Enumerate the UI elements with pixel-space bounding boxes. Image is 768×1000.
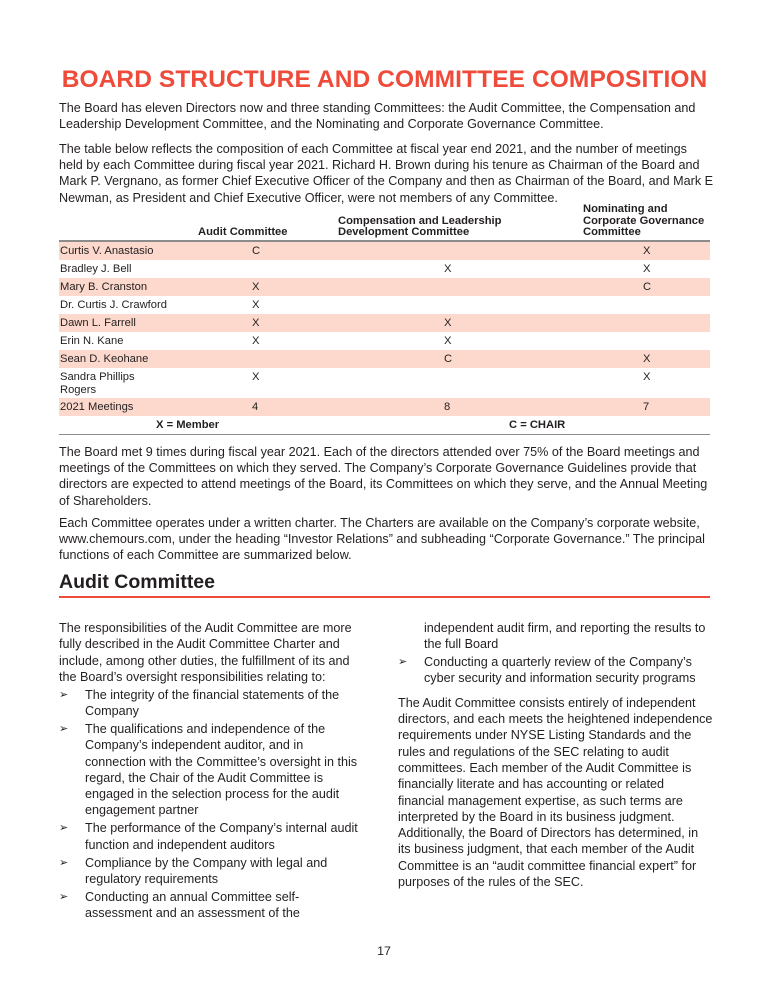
header-nominating-line1: Nominating and — [583, 203, 668, 216]
list-item — [59, 721, 359, 819]
table-row — [59, 296, 710, 314]
legend-chair: C = CHAIR — [509, 419, 566, 431]
arrow-bullet-icon: ➢ — [59, 822, 69, 835]
intro-paragraph-2: The table below reflects the composition of each Committee at fiscal year end 2021, and the number of meetings held by each Committee during fiscal year 2021. Richard H. Brown during his tenure as Chairman of the Board and Mark P. Vergnano, as former Chief Executive Officer of the Company and then as Chairman of the Board, and Mark E Newman, as President and Chief Executive Officer, were not members of any Committee. — [59, 142, 714, 205]
comp-cell: X — [444, 263, 452, 275]
audit-cell: X — [252, 317, 260, 329]
nom-cell: X — [643, 245, 651, 257]
charters-paragraph: Each Committee operates under a written charter. The Charters are available on the Company’s corporate website, www.chemours.com, under the heading “Investor Relations” and subheading “Corporate Governance.” The principal functions of each Committee are summarized below. — [59, 516, 705, 563]
comp-cell: X — [444, 335, 452, 347]
director-name: Curtis V. Anastasio — [60, 245, 154, 257]
responsibility-list-continued — [398, 654, 713, 687]
list-item-text: Conducting an annual Committee self-assessment and an assessment of the — [85, 889, 300, 921]
list-item — [59, 855, 359, 888]
table-row — [59, 350, 710, 368]
table-row — [59, 368, 710, 398]
audit-right-column — [398, 620, 713, 890]
comp-cell: C — [444, 353, 453, 365]
list-item-continuation: independent audit firm, and reporting the results to the full Board — [424, 621, 706, 652]
audit-cell: X — [252, 281, 260, 293]
nom-cell: C — [643, 281, 652, 293]
audit-left-column — [59, 620, 359, 921]
director-name: Erin N. Kane — [60, 335, 124, 347]
table-header — [59, 205, 710, 242]
page-number: 17 — [377, 944, 391, 958]
arrow-bullet-icon: ➢ — [59, 890, 69, 903]
header-nominating-line3: Committee — [583, 225, 641, 238]
meetings-label: 2021 Meetings — [60, 401, 134, 413]
audit-cell: X — [252, 335, 260, 347]
nom-cell: X — [643, 263, 651, 275]
responsibility-list — [59, 687, 359, 922]
director-name-line2: Rogers — [60, 384, 97, 396]
audit-meetings: 4 — [252, 401, 259, 413]
header-nominating-line2: Corporate Governance — [583, 214, 705, 227]
arrow-bullet-icon: ➢ — [59, 722, 69, 735]
director-name: Dr. Curtis J. Crawford — [60, 299, 167, 311]
nom-meetings: 7 — [643, 401, 650, 413]
director-name: Bradley J. Bell — [60, 263, 132, 275]
audit-cell: X — [252, 371, 260, 383]
header-compensation — [338, 216, 502, 238]
nom-cell: X — [643, 371, 651, 383]
committee-table — [59, 205, 710, 435]
arrow-bullet-icon: ➢ — [59, 856, 69, 869]
list-item — [398, 654, 713, 687]
table-legend — [59, 416, 710, 435]
arrow-bullet-icon: ➢ — [59, 688, 69, 701]
header-audit: Audit Committee — [198, 225, 288, 238]
page-title: BOARD STRUCTURE AND COMMITTEE COMPOSITION — [61, 66, 708, 93]
meetings-row — [59, 398, 710, 416]
table-row — [59, 314, 710, 332]
comp-cell: X — [444, 317, 452, 329]
meetings-paragraph: The Board met 9 times during fiscal year 2021. Each of the directors attended over 75% of the Board meetings and meetings of the Committees on which they served. The Company’s Corporate Governance Guidelines provide that directors are expected to attend meetings of the Board, its Committees on which they serve, and the Annual Meeting of Shareholders. — [59, 445, 708, 508]
list-item-text: Compliance by the Company with legal and regulatory requirements — [85, 855, 328, 886]
list-item — [59, 820, 359, 853]
header-compensation-line1: Compensation and Leadership — [338, 214, 502, 227]
director-name-line1: Sandra Phillips — [60, 371, 135, 383]
director-name: Mary B. Cranston — [60, 281, 148, 293]
list-item-text: The qualifications and independence of the Company’s independent auditor, and in connection with the Committee’s oversight in this regard, the Chair of the Audit Committee is engaged in the selection process for the audit engagement partner — [85, 721, 358, 818]
list-item-text: The integrity of the financial statements of the Company — [85, 687, 340, 719]
table-row — [59, 332, 710, 350]
intro-paragraph-1: The Board has eleven Directors now and three standing Committees: the Audit Committee, the Compensation and Leadership Development Committee, and the Nominating and Corporate Governance Committee. — [59, 101, 696, 132]
legend-member: X = Member — [156, 419, 220, 431]
director-name — [60, 371, 180, 397]
director-name: Dawn L. Farrell — [60, 317, 136, 329]
director-name: Sean D. Keohane — [60, 353, 149, 365]
header-compensation-line2: Development Committee — [338, 225, 470, 238]
audit-lead-paragraph: The responsibilities of the Audit Committee are more fully described in the Audit Committee Charter and include, among other duties, the fulfillment of its and the Board’s oversight responsibilities relating to: — [59, 621, 352, 684]
list-item — [59, 687, 359, 720]
nom-cell: X — [643, 353, 651, 365]
list-item — [59, 889, 359, 922]
audit-cell: C — [252, 245, 261, 257]
arrow-bullet-icon: ➢ — [398, 656, 408, 669]
header-nominating — [583, 204, 704, 238]
comp-meetings: 8 — [444, 401, 451, 413]
list-item-text: Conducting a quarterly review of the Company’s cyber security and information security programs — [424, 655, 696, 686]
table-row — [59, 242, 710, 260]
audit-closing-paragraph: The Audit Committee consists entirely of independent directors, and each meets the heightened independence requirements under NYSE Listing Standards and the rules and regulations of the SEC relating to audit committees. Each member of the Audit Committee is financially literate and has accounting or related financial management expertise, as such terms are interpreted by the Board in its business judgment. Additionally, the Board of Directors has determined, in its business judgment, that each member of the Audit Committee is an “audit committee financial expert” for purposes of the rules of the SEC. — [398, 695, 713, 890]
table-row — [59, 278, 710, 296]
section-heading-audit-committee: Audit Committee — [59, 571, 710, 598]
audit-cell: X — [252, 299, 260, 311]
table-row — [59, 260, 710, 278]
list-item-text: The performance of the Company’s internal audit function and independent auditors — [85, 821, 358, 852]
